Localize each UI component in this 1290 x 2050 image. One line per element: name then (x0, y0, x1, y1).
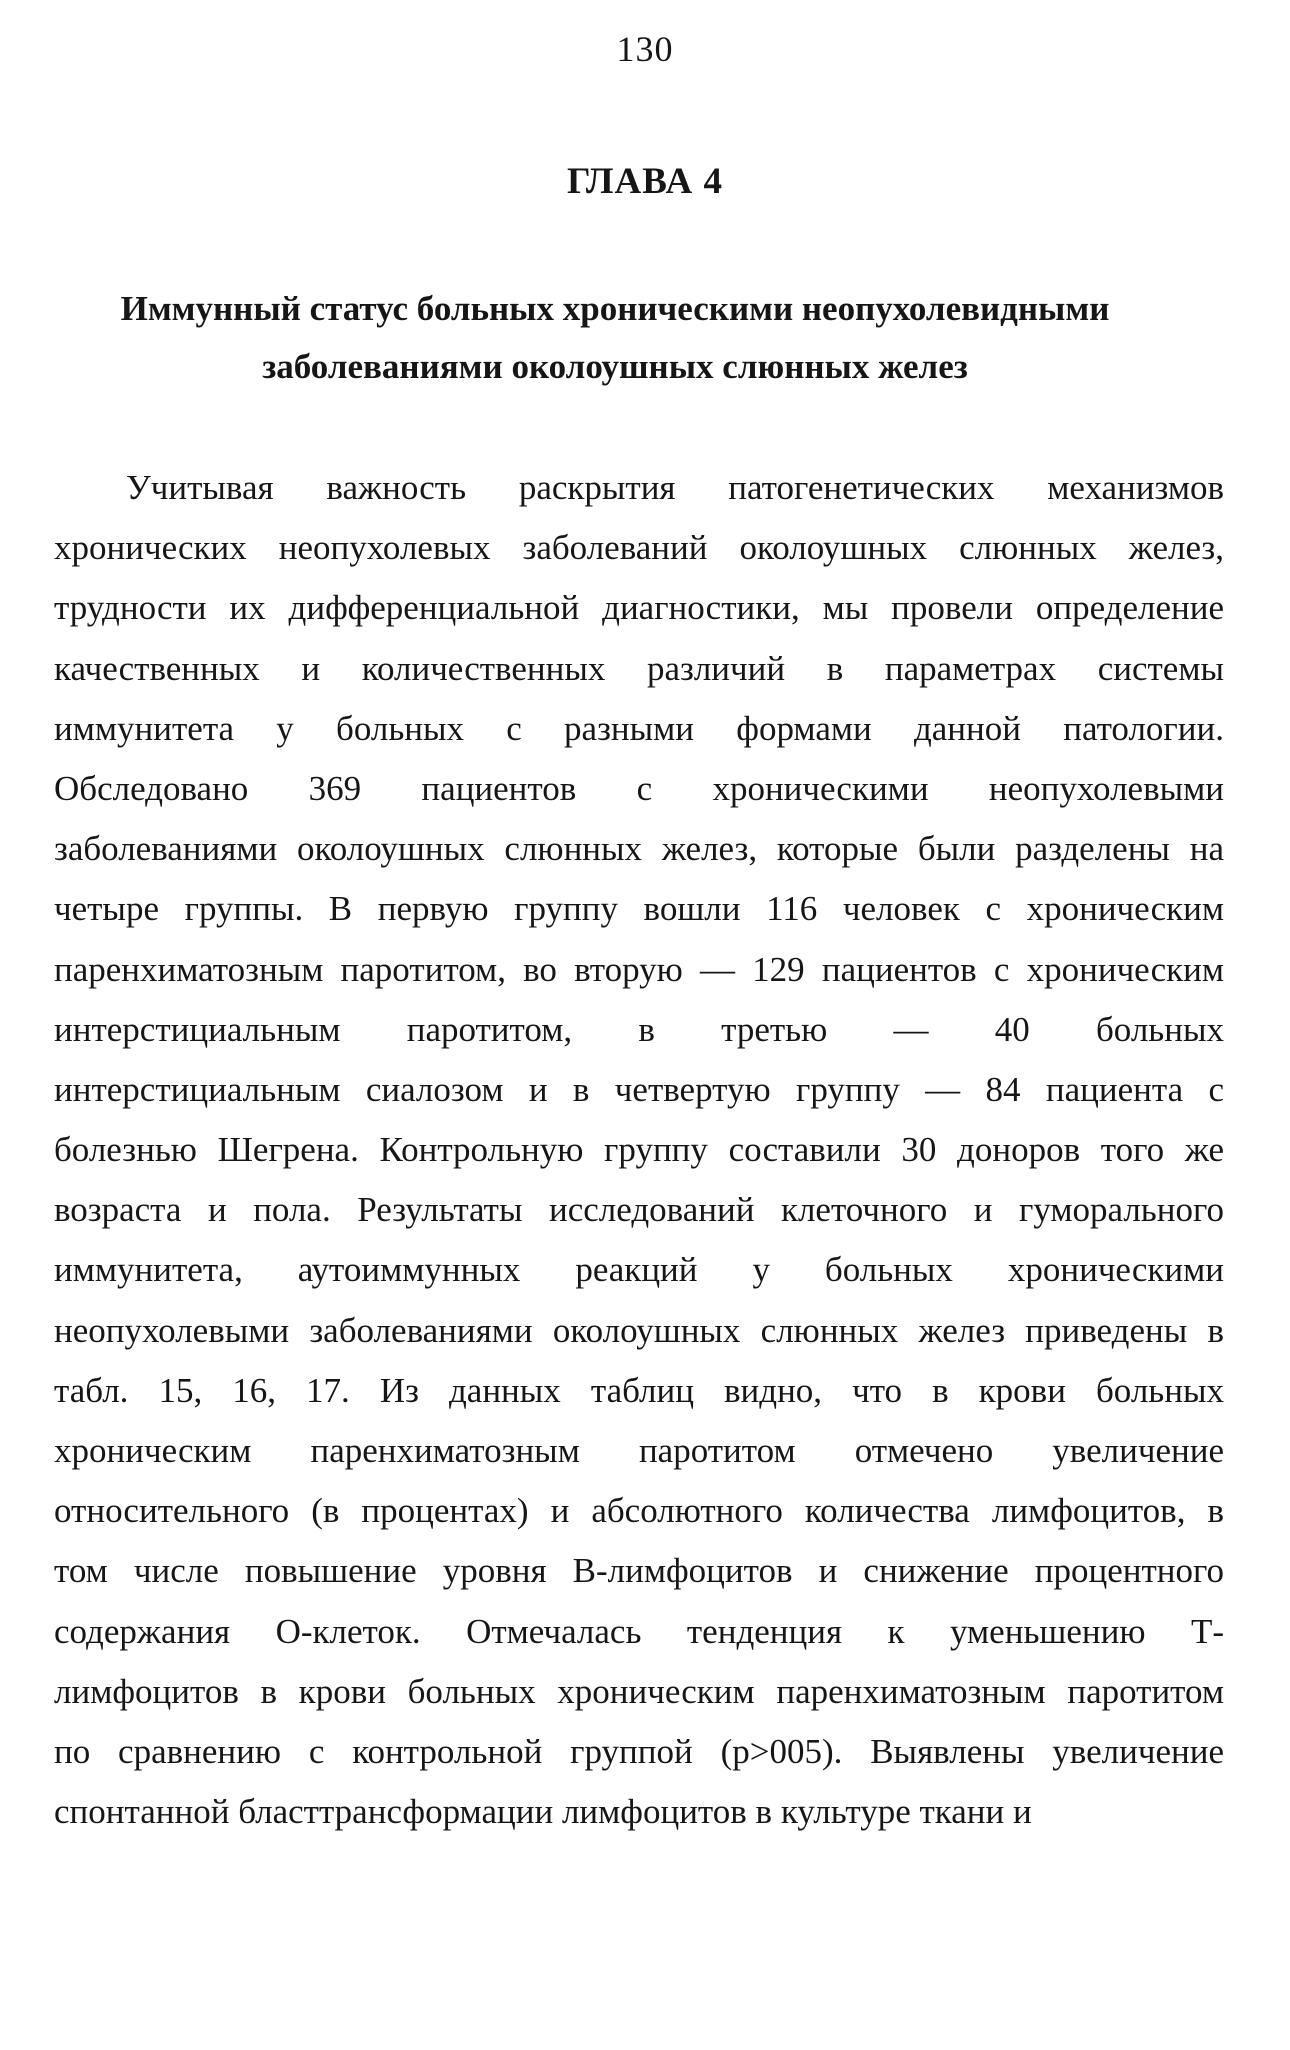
chapter-title (60, 280, 1170, 396)
text-line: интерстициальным сиалозом и в четвертую группу — 84 пациента с (54, 1069, 1224, 1109)
text-line: трудности их дифференциальной диагностики, мы провели определение (54, 588, 1224, 628)
text-line: интерстициальным паротитом, в третью — 40 больных (54, 1009, 1224, 1049)
text-line: спонтанной бласттрансформации лимфоцитов в культуре ткани и (54, 1792, 1032, 1832)
text-line: иммунитета, аутоиммунных реакций у больных хроническими (54, 1250, 1224, 1290)
text-line: заболеваниями околоушных слюнных желез, которые были разделены на (54, 829, 1224, 869)
text-line: содержания О-клеток. Отмечалась тенденция к уменьшению Т- (54, 1611, 1224, 1651)
text-line: возраста и пола. Результаты исследований клеточного и гуморального (54, 1190, 1224, 1230)
text-line: хронических неопухолевых заболеваний околоушных слюнных желез, (54, 528, 1224, 568)
title-line: Иммунный статус больных хроническими неопухолевидными (120, 289, 1110, 328)
text-line: том числе повышение уровня В-лимфоцитов и снижение процентного (54, 1551, 1224, 1591)
chapter-heading: ГЛАВА 4 (566, 161, 724, 202)
text-line: паренхиматозным паротитом, во вторую — 129 пациентов с хроническим (54, 949, 1224, 989)
body-paragraph (54, 458, 1224, 1842)
text-line: лимфоцитов в крови больных хроническим паренхиматозным паротитом (54, 1671, 1224, 1711)
text-line: неопухолевыми заболеваниями околоушных слюнных желез приведены в (54, 1310, 1224, 1350)
text-line: табл. 15, 16, 17. Из данных таблиц видно, что в крови больных (54, 1370, 1224, 1410)
page-number: 130 (616, 29, 674, 69)
text-line: болезнью Шегрена. Контрольную группу составили 30 доноров того же (54, 1130, 1224, 1170)
text-line: иммунитета у больных с разными формами данной патологии. (54, 708, 1224, 748)
text-line: качественных и количественных различий в параметрах системы (54, 648, 1224, 688)
title-line: заболеваниями околоушных слюнных желез (262, 347, 968, 386)
text-line: Обследовано 369 пациентов с хроническими неопухолевыми (54, 768, 1224, 808)
text-line: относительного (в процентах) и абсолютного количества лимфоцитов, в (54, 1491, 1224, 1531)
text-line: четыре группы. В первую группу вошли 116 человек с хроническим (54, 889, 1224, 929)
text-line: хроническим паренхиматозным паротитом отмечено увеличение (54, 1431, 1224, 1470)
text-line: Учитывая важность раскрытия патогенетических механизмов (126, 468, 1224, 507)
text-line: по сравнению с контрольной группой (р>005). Выявлены увеличение (54, 1731, 1224, 1771)
